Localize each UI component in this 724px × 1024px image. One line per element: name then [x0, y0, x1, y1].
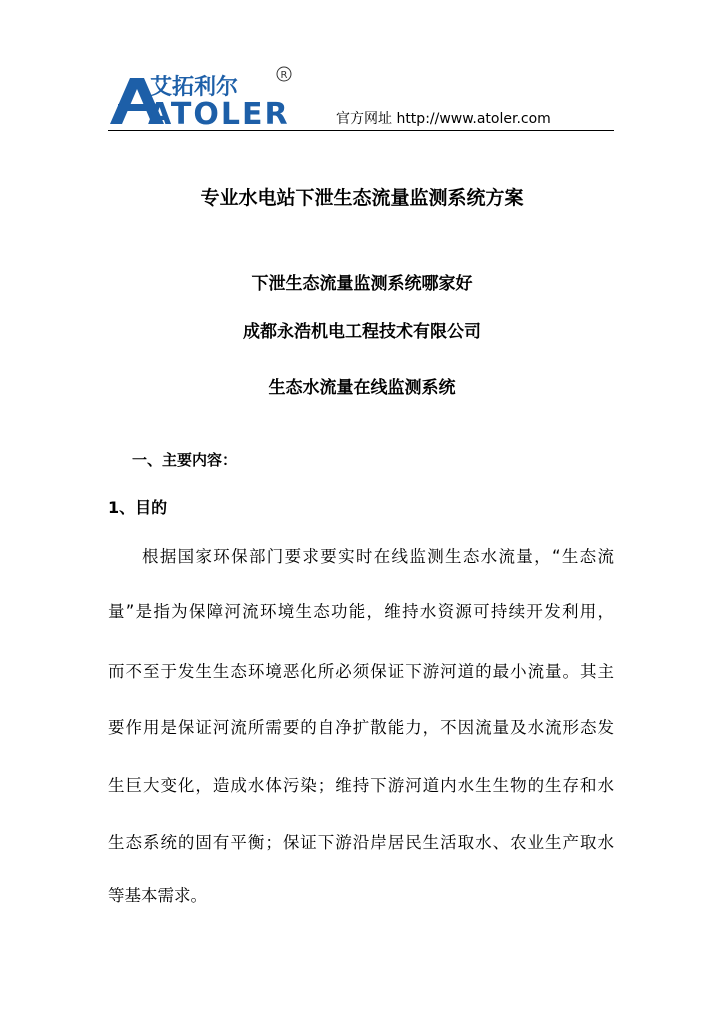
header-divider — [108, 130, 614, 131]
logo-graphic — [108, 64, 294, 128]
document-title: 专业水电站下泄生态流量监测系统方案 — [200, 187, 524, 209]
paragraph-line: 要作用是保证河流所需要的自净扩散能力，不因流量及水流形态发 — [108, 718, 614, 737]
paragraph-line: 生巨大变化，造成水体污染；维持下游河道内水生生物的生存和水 — [108, 776, 614, 795]
paragraph-line: 根据国家环保部门要求要实时在线监测生态水流量，“生态流 — [142, 547, 614, 566]
logo-latin-name: ATOLER — [148, 97, 290, 128]
atoler-logo — [108, 64, 294, 128]
subsection-heading: 1、目的 — [108, 498, 168, 517]
section-heading: 一、主要内容： — [132, 451, 238, 469]
website-url: 官方网址 http://www.atoler.com — [336, 111, 551, 127]
subtitle-company: 成都永浩机电工程技术有限公司 — [243, 322, 481, 342]
subtitle-3: 生态水流量在线监测系统 — [268, 378, 456, 398]
paragraph-line: 等基本需求。 — [108, 886, 207, 905]
subtitle-1: 下泄生态流量监测系统哪家好 — [251, 274, 473, 294]
paragraph-line: 而不至于发生生态环境恶化所必须保证下游河道的最小流量。其主 — [108, 662, 614, 681]
paragraph-line: 量”是指为保障河流环境生态功能，维持水资源可持续开发利用， — [108, 602, 614, 621]
logo-chinese-name: 艾拓利尔 — [150, 75, 239, 100]
registered-mark: R — [280, 70, 288, 81]
paragraph-line: 生态系统的固有平衡；保证下游沿岸居民生活取水、农业生产取水 — [108, 833, 614, 852]
